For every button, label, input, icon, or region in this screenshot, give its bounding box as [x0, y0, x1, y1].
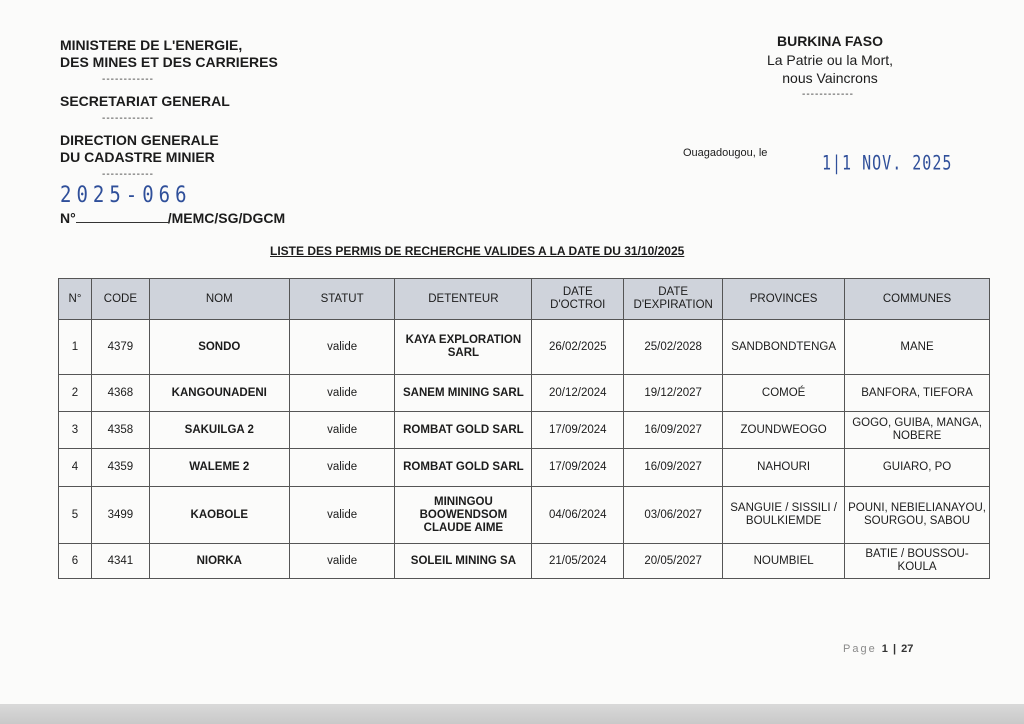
cell-communes: BATIE / BOUSSOU-KOULA — [845, 544, 990, 579]
cell-n: 5 — [59, 487, 92, 544]
table-row — [59, 320, 990, 375]
cell-provinces: NAHOURI — [723, 449, 845, 487]
cell-nom: NIORKA — [149, 544, 289, 579]
header-n: N° — [59, 279, 92, 320]
header-provinces: PROVINCES — [723, 279, 845, 320]
cell-date-octroi: 04/06/2024 — [532, 487, 624, 544]
cell-statut: valide — [289, 320, 395, 375]
header-nom: NOM — [149, 279, 289, 320]
cell-statut: valide — [289, 412, 395, 449]
country-name: BURKINA FASO — [776, 33, 884, 49]
cell-date-octroi: 17/09/2024 — [532, 412, 624, 449]
header-communes: COMMUNES — [845, 279, 990, 320]
cell-provinces: ZOUNDWEOGO — [723, 412, 845, 449]
table-row — [59, 487, 990, 544]
cell-n: 6 — [59, 544, 92, 579]
cell-communes: GUIARO, PO — [845, 449, 990, 487]
cell-provinces: SANDBONDTENGA — [723, 320, 845, 375]
cell-provinces: SANGUIE / SISSILI / BOULKIEMDE — [723, 487, 845, 544]
cell-code: 4358 — [91, 412, 149, 449]
cell-communes: GOGO, GUIBA, MANGA, NOBERE — [845, 412, 990, 449]
page-label: Page — [843, 643, 877, 655]
cell-provinces: NOUMBIEL — [723, 544, 845, 579]
table-row — [59, 544, 990, 579]
permits-table — [58, 278, 990, 579]
separator-left-1: ------------ — [102, 74, 154, 85]
cell-date-octroi: 21/05/2024 — [532, 544, 624, 579]
header-date-octroi: DATE D'OCTROI — [532, 279, 624, 320]
cell-date-octroi: 26/02/2025 — [532, 320, 624, 375]
separator-left-2: ------------ — [102, 113, 154, 124]
cell-n: 1 — [59, 320, 92, 375]
cell-detenteur: SANEM MINING SARL — [395, 375, 532, 412]
reference-prefix: N° — [60, 210, 76, 226]
cell-nom: WALEME 2 — [149, 449, 289, 487]
cell-date-octroi: 20/12/2024 — [532, 375, 624, 412]
cell-nom: SAKUILGA 2 — [149, 412, 289, 449]
cell-date-expiration: 20/05/2027 — [624, 544, 723, 579]
cell-detenteur: SOLEIL MINING SA — [395, 544, 532, 579]
table-row — [59, 449, 990, 487]
table-row — [59, 375, 990, 412]
ministry-line1: MINISTERE DE L'ENERGIE, — [60, 37, 243, 53]
cell-provinces: COMOÉ — [723, 375, 845, 412]
motto-line1: La Patrie ou la Mort, — [766, 52, 894, 68]
cell-date-expiration: 16/09/2027 — [624, 449, 723, 487]
cell-date-octroi: 17/09/2024 — [532, 449, 624, 487]
separator-right: ------------ — [802, 89, 854, 100]
cell-date-expiration: 25/02/2028 — [624, 320, 723, 375]
cell-detenteur: ROMBAT GOLD SARL — [395, 412, 532, 449]
header-code: CODE — [91, 279, 149, 320]
cell-nom: KAOBOLE — [149, 487, 289, 544]
page-number: 1 — [881, 643, 888, 655]
date-stamp: 1|1 NOV. 2025 — [822, 151, 953, 175]
table-header-row — [59, 279, 990, 320]
cell-code: 4341 — [91, 544, 149, 579]
table-row — [59, 412, 990, 449]
cell-statut: valide — [289, 544, 395, 579]
direction-line1: DIRECTION GENERALE — [60, 132, 219, 148]
cell-code: 4379 — [91, 320, 149, 375]
cell-nom: KANGOUNADENI — [149, 375, 289, 412]
cell-communes: MANE — [845, 320, 990, 375]
cell-date-expiration: 03/06/2027 — [624, 487, 723, 544]
cell-code: 4359 — [91, 449, 149, 487]
cell-statut: valide — [289, 487, 395, 544]
reference-suffix: /MEMC/SG/DGCM — [167, 210, 286, 226]
cell-nom: SONDO — [149, 320, 289, 375]
reference-blank — [76, 208, 168, 223]
cell-communes: POUNI, NEBIELIANAYOU, SOURGOU, SABOU — [845, 487, 990, 544]
motto-line2: nous Vaincrons — [782, 70, 878, 86]
page-separator: | — [892, 643, 897, 655]
cell-code: 3499 — [91, 487, 149, 544]
cell-detenteur: ROMBAT GOLD SARL — [395, 449, 532, 487]
header-date-expiration: DATE D'EXPIRATION — [624, 279, 723, 320]
cell-statut: valide — [289, 375, 395, 412]
cell-n: 3 — [59, 412, 92, 449]
scan-bottom-edge — [0, 704, 1024, 724]
separator-left-3: ------------ — [102, 169, 154, 180]
cell-communes: BANFORA, TIEFORA — [845, 375, 990, 412]
reference-line — [60, 208, 285, 226]
cell-n: 4 — [59, 449, 92, 487]
page-indicator — [843, 643, 913, 655]
cell-detenteur: KAYA EXPLORATION SARL — [395, 320, 532, 375]
page-total: 27 — [901, 643, 914, 655]
place-label: Ouagadougou, le — [683, 147, 768, 159]
cell-detenteur: MININGOU BOOWENDSOM CLAUDE AIME — [395, 487, 532, 544]
direction-line2: DU CADASTRE MINIER — [60, 149, 215, 165]
cell-date-expiration: 19/12/2027 — [624, 375, 723, 412]
document-title: LISTE DES PERMIS DE RECHERCHE VALIDES A LA DATE DU 31/10/2025 — [270, 244, 685, 258]
cell-n: 2 — [59, 375, 92, 412]
cell-statut: valide — [289, 449, 395, 487]
secretariat-heading: SECRETARIAT GENERAL — [60, 93, 230, 109]
header-detenteur: DETENTEUR — [395, 279, 532, 320]
cell-date-expiration: 16/09/2027 — [624, 412, 723, 449]
ministry-line2: DES MINES ET DES CARRIERES — [60, 54, 278, 70]
header-statut: STATUT — [289, 279, 395, 320]
reference-number-stamp: 2025-066 — [60, 182, 192, 208]
cell-code: 4368 — [91, 375, 149, 412]
